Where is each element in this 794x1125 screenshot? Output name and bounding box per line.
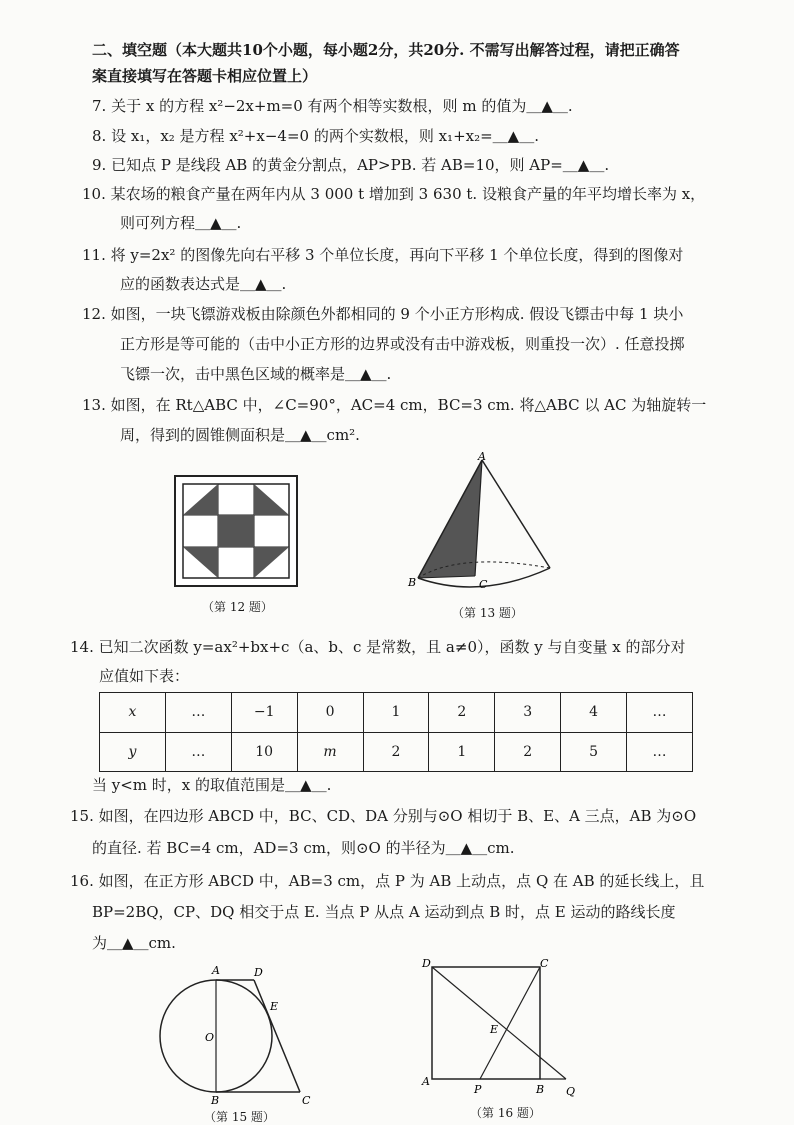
table-cell: m [297, 732, 363, 772]
section-header-line2: 案直接填写在答题卡相应位置上） [92, 67, 318, 85]
table-cell: … [627, 732, 693, 772]
fig13-label-B: B [408, 576, 417, 589]
value-table [99, 692, 693, 772]
question-16-line2: BP=2BQ，CP、DQ 相交于点 E. 当点 P 从点 A 运动到点 B 时，点 E 运动的路线长度 [92, 903, 676, 921]
fig16-label-C: C [540, 957, 549, 970]
question-15-line1: 15. 如图，在四边形 ABCD 中，BC、CD、DA 分别与⊙O 相切于 B、E、A 三点，AB 为⊙O [70, 807, 697, 825]
question-14-line1: 14. 已知二次函数 y=ax²+bx+c（a、b、c 是常数，且 a≠0），函数 y 与自变量 x 的部分对 [70, 638, 686, 656]
question-10-line2: 则可列方程＿▲＿. [120, 214, 242, 232]
figure-13-cone [400, 448, 570, 598]
table-cell: 2 [363, 732, 429, 772]
question-15-line2: 的直径. 若 BC=4 cm，AD=3 cm，则⊙O 的半径为＿▲＿cm. [92, 839, 515, 857]
table-cell: 0 [297, 693, 363, 733]
fig16-label-Q: Q [566, 1085, 576, 1098]
question-11-line2: 应的函数表达式是＿▲＿. [120, 275, 287, 293]
table-cell: 4 [561, 693, 627, 733]
question-7: 7. 关于 x 的方程 x²−2x+m=0 有两个相等实数根，则 m 的值为＿▲＿. [92, 97, 573, 115]
table-cell: 3 [495, 693, 561, 733]
table-cell: 5 [561, 732, 627, 772]
table-cell: 10 [231, 732, 297, 772]
table-cell: x [100, 693, 166, 733]
table-cell: y [100, 732, 166, 772]
question-13-line2: 周，得到的圆锥侧面积是＿▲＿cm². [120, 426, 360, 444]
question-12-line1: 12. 如图，一块飞镖游戏板由除颜色外都相同的 9 个小正方形构成. 假设飞镖击中每 1 块小 [82, 305, 684, 323]
question-16-line1: 16. 如图，在正方形 ABCD 中，AB=3 cm，点 P 为 AB 上动点，点 Q 在 AB 的延长线上，且 [70, 872, 705, 890]
fig16-label-P: P [474, 1083, 482, 1096]
fig15-label-D: D [254, 966, 263, 979]
figure-16-square [416, 955, 586, 1105]
table-cell: −1 [231, 693, 297, 733]
fig15-label-B: B [211, 1094, 220, 1107]
fig15-label-A: A [212, 964, 220, 977]
table-cell: 2 [495, 732, 561, 772]
table-row-y [100, 732, 693, 772]
table-cell: 1 [363, 693, 429, 733]
fig16-label-D: D [422, 957, 431, 970]
table-cell: … [165, 693, 231, 733]
figure-12-dartboard [174, 475, 298, 587]
figure-12-caption: （第 12 题） [202, 600, 273, 614]
table-cell: … [165, 732, 231, 772]
table-row-x [100, 693, 693, 733]
figure-15-circle-quadrilateral [150, 958, 320, 1108]
question-14-line3: 当 y<m 时，x 的取值范围是＿▲＿. [92, 776, 332, 794]
figure-13-caption: （第 13 题） [452, 606, 523, 620]
question-14-line2: 应值如下表： [99, 667, 190, 685]
question-9: 9. 已知点 P 是线段 AB 的黄金分割点，AP>PB. 若 AB=10，则 AP=＿▲＿. [92, 156, 610, 174]
fig16-label-E: E [490, 1023, 499, 1036]
fig15-label-O: O [205, 1031, 215, 1044]
fig15-label-C: C [302, 1094, 311, 1107]
fig16-label-B: B [536, 1083, 545, 1096]
figure-15-caption: （第 15 题） [204, 1110, 275, 1124]
question-11-line1: 11. 将 y=2x² 的图像先向右平移 3 个单位长度，再向下平移 1 个单位长度，得到的图像对 [82, 246, 684, 264]
question-10-line1: 10. 某农场的粮食产量在两年内从 3 000 t 增加到 3 630 t. 设粮食产量的年平均增长率为 x， [82, 185, 706, 203]
fig13-label-A: A [478, 450, 486, 463]
table-cell: 1 [429, 732, 495, 772]
fig15-label-E: E [270, 1000, 279, 1013]
question-8: 8. 设 x₁，x₂ 是方程 x²+x−4=0 的两个实数根，则 x₁+x₂=＿▲＿. [92, 127, 539, 145]
table-cell: 2 [429, 693, 495, 733]
figure-16-caption: （第 16 题） [470, 1106, 541, 1120]
question-16-line3: 为＿▲＿cm. [92, 934, 176, 952]
fig16-label-A: A [422, 1075, 430, 1088]
question-13-line1: 13. 如图，在 Rt△ABC 中，∠C=90°，AC=4 cm，BC=3 cm. 将△ABC 以 AC 为轴旋转一 [82, 396, 707, 414]
section-header-line1: 二、填空题（本大题共10个小题，每小题2分，共20分. 不需写出解答过程，请把正确答 [92, 41, 680, 59]
question-12-line3: 飞镖一次，击中黑色区域的概率是＿▲＿. [120, 365, 392, 383]
question-12-line2: 正方形是等可能的（击中小正方形的边界或没有击中游戏板，则重投一次）. 任意投掷 [120, 335, 685, 353]
table-cell: … [627, 693, 693, 733]
fig13-label-C: C [479, 578, 488, 591]
